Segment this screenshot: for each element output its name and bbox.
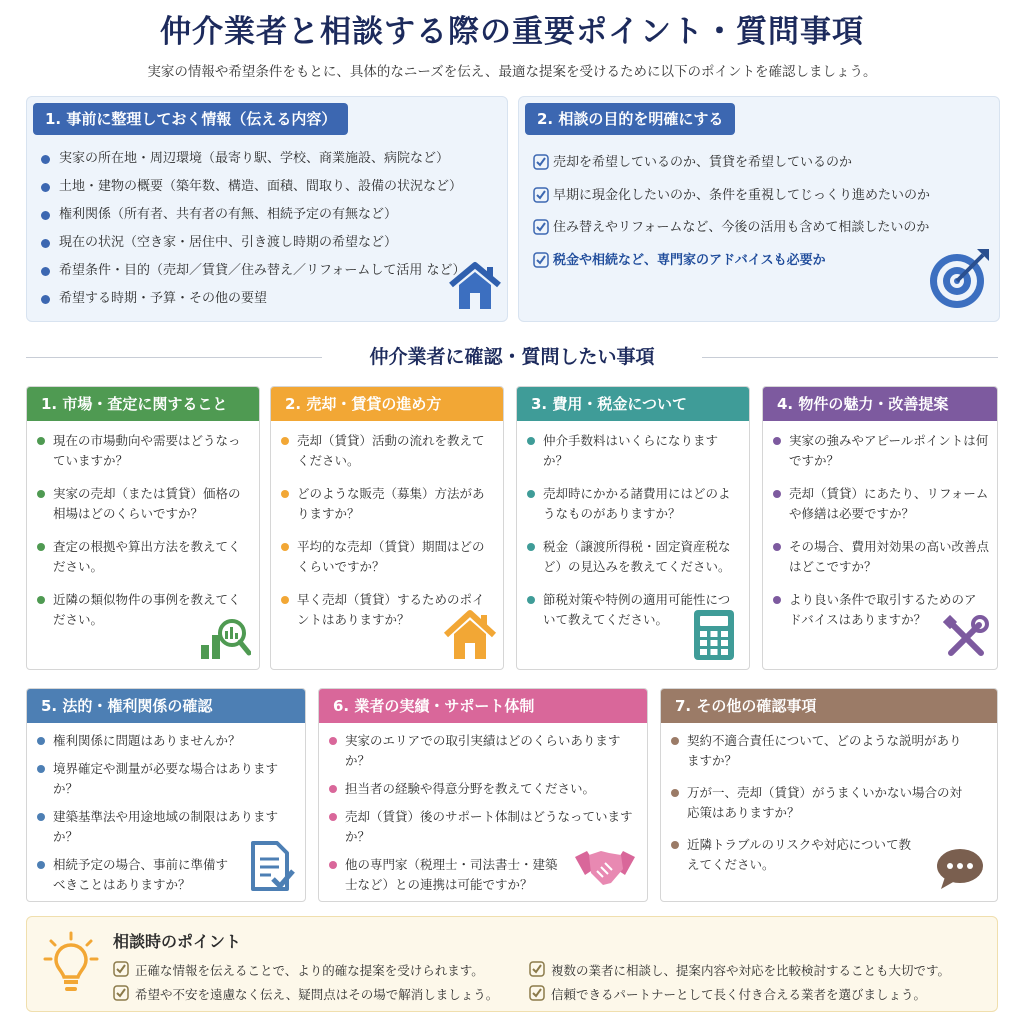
list-item: 平均的な売却（賃貸）期間はどのくらいですか？ [281,537,495,577]
list-item: 売却（賃貸）後のサポート体制はどうなっていますか？ [329,807,639,847]
check-icon [113,961,129,977]
purpose-panel [518,96,1000,322]
section-title: 仲介業者に確認・質問したい事項 [369,346,655,368]
list-item: 実家の売却（または賃貸）価格の相場はどのくらいですか？ [37,484,251,524]
list-item: 早く売却（賃貸）するためのポイントはありますか？ [281,590,495,630]
lightbulb-icon [43,931,99,997]
list-item: 権利関係に問題はありませんか？ [37,731,297,751]
house-icon [443,609,497,661]
list-item: 万が一、売却（賃貸）がうまくいかない場合の対応策はありますか？ [671,783,989,823]
list-item: 実家の所在地・周辺環境（最寄り駅、学校、商業施設、病院など） [39,145,465,173]
list-item: 近隣の類似物件の事例を教えてください。 [37,590,251,630]
house-icon [447,261,503,311]
tools-icon [943,615,989,661]
prep-info-panel [26,96,508,322]
card-header: 6. 業者の実績・サポート体制 [319,689,647,723]
list-item: 契約不適合責任について、どのような説明がありますか？ [671,731,989,771]
list-item: 税金（譲渡所得税・固定資産税など）の見込みを教えてください。 [527,537,741,577]
card-header: 4. 物件の魅力・改善提案 [763,387,997,421]
list-item: 境界確定や測量が必要な場合はありますか？ [37,759,297,799]
prep-info-header: 1. 事前に整理しておく情報（伝える内容） [33,103,348,135]
list-item: 建築基準法や用途地域の制限はありますか？ [37,807,297,847]
page-title: 仲介業者と相談する際の重要ポイント・質問事項 [160,14,864,50]
list-item: 査定の根拠や算出方法を教えてください。 [37,537,251,577]
cost-card [516,386,750,670]
support-card [318,688,648,902]
list-item: 節税対策や特例の適用可能性について教えてください。 [527,590,741,630]
check-icon [533,219,549,235]
list-item: 土地・建物の概要（築年数、構造、面積、間取り、設備の状況など） [39,173,465,201]
list-item: 仲介手数料はいくらになりますか？ [527,431,741,471]
card-header: 3. 費用・税金について [517,387,749,421]
point-item: 信頼できるパートナーとして長く付き合える業者を選びましょう。 [529,985,926,1003]
list-item: 早期に現金化したいのか、条件を重視してじっくり進めたいのか [533,180,930,213]
card-header: 1. 市場・査定に関すること [27,387,259,421]
point-item: 複数の業者に相談し、提案内容や対応を比較検討することも大切です。 [529,961,950,979]
legal-card [26,688,306,902]
purpose-list [533,147,930,277]
check-icon [113,985,129,1001]
document-check-icon [249,841,295,891]
list-item: 現在の市場動向や需要はどうなっていますか？ [37,431,251,471]
target-icon [927,245,993,311]
appeal-card [762,386,998,670]
process-card [270,386,504,670]
list-item: その場合、費用対効果の高い改善点はどこですか？ [773,537,989,577]
section-header [26,342,998,372]
point-item: 希望や不安を遠慮なく伝え、疑問点はその場で解消しましょう。 [113,985,498,1003]
consultation-points [26,916,998,1012]
check-icon [533,252,549,268]
list-item: 現在の状況（空き家・居住中、引き渡し時期の希望など） [39,229,465,257]
list-item: 他の専門家（税理士・司法書士・建築士など）との連携は可能ですか？ [329,855,639,895]
list-item: 住み替えやリフォームなど、今後の活用も含めて相談したいのか [533,212,930,245]
card-header: 5. 法的・権利関係の確認 [27,689,305,723]
points-title: 相談時のポイント [113,932,242,951]
handshake-icon [573,843,637,889]
chat-bubble-icon [935,847,985,891]
calculator-icon [693,609,735,661]
page-subtitle: 実家の情報や希望条件をもとに、具体的なニーズを伝え、最適な提案を受けるために以下のポイントを確認しましょう。 [147,64,877,80]
other-card [660,688,998,902]
prep-info-list [39,145,465,313]
list-item: 希望する時期・予算・その他の要望 [39,285,465,313]
card-header: 7. その他の確認事項 [661,689,997,723]
list-item: 売却（賃貸）活動の流れを教えてください。 [281,431,495,471]
list-item: 希望条件・目的（売却／賃貸／住み替え／リフォームして活用 など） [39,257,465,285]
chart-search-icon [199,613,251,661]
check-icon [529,961,545,977]
point-item: 正確な情報を伝えることで、より的確な提案を受けられます。 [113,961,484,979]
question-list [763,421,997,630]
list-item: 実家の強みやアピールポイントは何ですか？ [773,431,989,471]
question-list [517,421,749,630]
list-item: 近隣トラブルのリスクや対応について教えてください。 [671,835,989,875]
list-item: 実家のエリアでの取引実績はどのくらいありますか？ [329,731,639,771]
list-item: 相続予定の場合、事前に準備すべきことはありますか？ [37,855,297,895]
check-icon [533,154,549,170]
check-icon [533,187,549,203]
list-item: 税金や相続など、専門家のアドバイスも必要か [533,245,930,278]
question-list [27,421,259,630]
list-item: 売却時にかかる諸費用にはどのようなものがありますか？ [527,484,741,524]
market-card [26,386,260,670]
question-list [271,421,503,630]
list-item: 権利関係（所有者、共有者の有無、相続予定の有無など） [39,201,465,229]
list-item: どのような販売（募集）方法がありますか？ [281,484,495,524]
purpose-header: 2. 相談の目的を明確にする [525,103,735,135]
list-item: 売却を希望しているのか、賃貸を希望しているのか [533,147,930,180]
list-item: 売却（賃貸）にあたり、リフォームや修繕は必要ですか？ [773,484,989,524]
card-header: 2. 売却・賃貸の進め方 [271,387,503,421]
check-icon [529,985,545,1001]
list-item: より良い条件で取引するためのアドバイスはありますか？ [773,590,989,630]
list-item: 担当者の経験や得意分野を教えてください。 [329,779,639,799]
